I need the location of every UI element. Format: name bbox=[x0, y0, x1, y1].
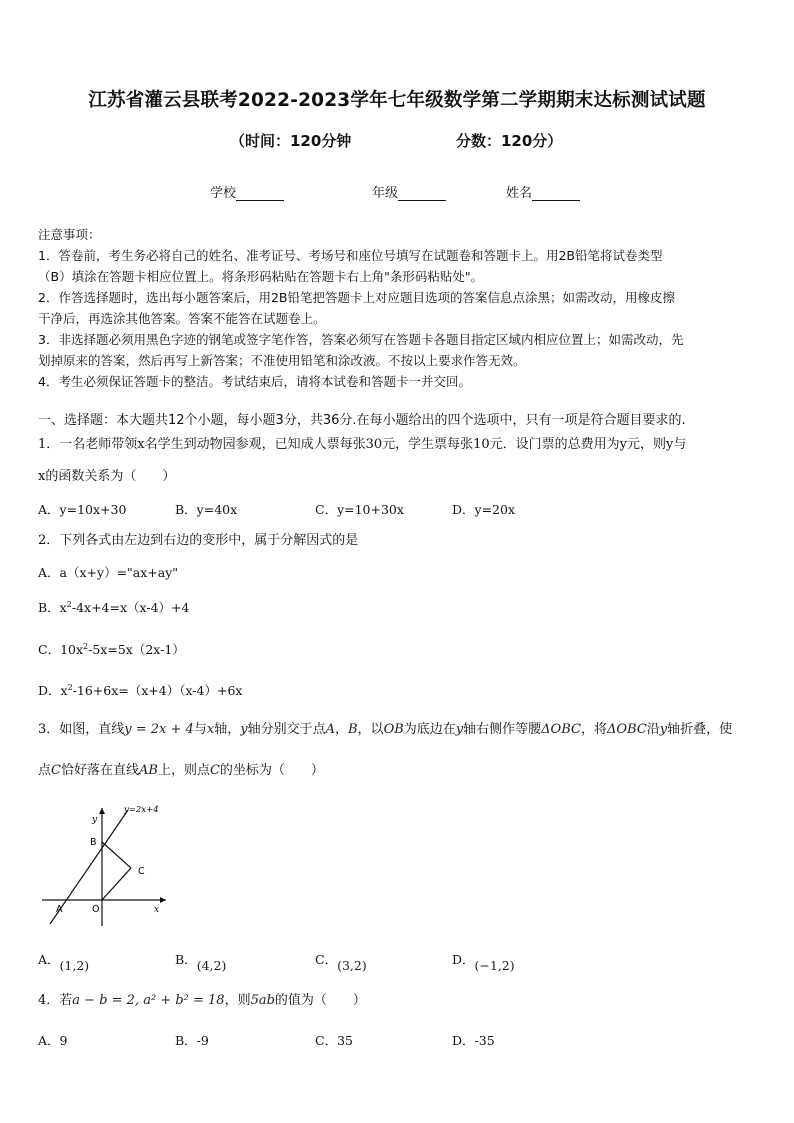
q3-a-value: (1,2) bbox=[59, 958, 90, 973]
q3-option-d[interactable] bbox=[452, 950, 515, 973]
name-field bbox=[506, 182, 580, 201]
q1-stem-line2: x的函数关系为（ ） bbox=[38, 469, 176, 484]
q1-option-d[interactable]: D．y=20x bbox=[452, 502, 516, 517]
q2-option-a[interactable]: A．a（x+y）="ax+ay" bbox=[38, 565, 179, 580]
q3-t5: ，以 bbox=[357, 722, 384, 737]
q3-tri2: ΔOBC bbox=[606, 722, 647, 737]
q4-eq: a − b = 2, a² + b² = 18 bbox=[72, 993, 225, 1008]
q3-y2: y bbox=[455, 722, 464, 737]
q4-eq2: 5ab bbox=[250, 993, 275, 1008]
q3-a-label: A． bbox=[38, 952, 60, 967]
q4-t2: ，则 bbox=[224, 993, 251, 1008]
score-label: 分数：120分） bbox=[456, 132, 563, 150]
q3-b-label: B． bbox=[175, 952, 197, 967]
note-2a: 2．作答选择题时，选出每小题答案后，用2B铅笔把答题卡上对应题目选项的答案信息点涂黑；如需改动，用橡皮擦 bbox=[38, 290, 675, 305]
grade-field bbox=[372, 182, 446, 201]
q3-eq: y = 2x + 4 bbox=[124, 722, 194, 737]
q4-t3: 的值为（ ） bbox=[274, 993, 366, 1008]
fig-b-label: B bbox=[90, 837, 97, 848]
school-blank[interactable] bbox=[236, 188, 284, 201]
q2-b-part1: B．x bbox=[38, 600, 67, 615]
q2-c-part2: -5x=5x（2x-1） bbox=[88, 642, 185, 657]
q2-c-sup: 2 bbox=[83, 641, 89, 651]
q3-d-value: (−1,2) bbox=[474, 958, 515, 973]
q2-c-part1: C．10x bbox=[38, 642, 84, 657]
q3-t12: 恰好落在直线 bbox=[60, 763, 139, 778]
q3-option-c[interactable] bbox=[315, 950, 367, 973]
q3-y3: y bbox=[659, 722, 668, 737]
segment-co bbox=[102, 868, 131, 900]
q3-t10: 轴折叠，使 bbox=[667, 722, 733, 737]
page-title: 江苏省灌云县联考2022-2023学年七年级数学第二学期期末达标测试试题 bbox=[88, 90, 706, 111]
q3-stem-line2 bbox=[38, 760, 758, 781]
note-1b: （B）填涂在答题卡相应位置上。将条形码粘贴在答题卡右上角"条形码粘贴处"。 bbox=[38, 269, 484, 284]
q3-c-value: (3,2) bbox=[337, 958, 367, 973]
q2-option-c[interactable] bbox=[38, 640, 185, 658]
q3-t4: 轴分别交于点 bbox=[247, 722, 326, 737]
note-1a: 1．答卷前，考生务必将自己的姓名、准考证号、考场号和座位号填写在试题卷和答题卡上。用2B铅笔将试卷类型 bbox=[38, 248, 663, 263]
q3-option-a[interactable] bbox=[38, 950, 90, 973]
q2-d-sup: 2 bbox=[67, 682, 73, 692]
q3-ob: OB bbox=[383, 722, 404, 737]
fig-o-label: O bbox=[92, 904, 100, 915]
q4-stem bbox=[38, 990, 758, 1011]
q2-option-d[interactable] bbox=[38, 681, 242, 699]
q3-t6: 为底边在 bbox=[403, 722, 456, 737]
q1-option-c[interactable]: C．y=10+30x bbox=[315, 502, 404, 517]
note-3a: 3．非选择题必须用黑色字迹的钢笔或签字笔作答，答案必须写在答题卡各题目指定区域内相应位置上；如需改动，先 bbox=[38, 332, 684, 347]
school-label: 学校 bbox=[210, 186, 237, 201]
note-2b: 干净后，再选涂其他答案。答案不能答在试题卷上。 bbox=[38, 311, 326, 326]
section-heading: 一、选择题：本大题共12个小题，每小题3分，共36分.在每小题给出的四个选项中，只有一项是符合题目要求的. bbox=[38, 413, 686, 428]
q3-t13: 上，则点 bbox=[157, 763, 210, 778]
note-4: 4．考生必须保证答题卡的整洁。考试结束后，请将本试卷和答题卡一并交回。 bbox=[38, 374, 471, 389]
q2-b-sup: 2 bbox=[66, 599, 72, 609]
fig-a-label: A bbox=[56, 904, 63, 915]
q3-figure bbox=[38, 800, 173, 930]
x-axis-arrow bbox=[160, 897, 166, 903]
q3-t14: 的坐标为（ ） bbox=[219, 763, 324, 778]
notes-block bbox=[38, 224, 758, 392]
grade-blank[interactable] bbox=[398, 188, 446, 201]
fig-y-label: y bbox=[92, 815, 98, 825]
q3-stem-line1 bbox=[38, 719, 758, 740]
name-blank[interactable] bbox=[532, 188, 580, 201]
q3-c-label: C． bbox=[315, 952, 338, 967]
q3-y: y bbox=[240, 722, 248, 737]
q3-t7: 轴右侧作等腰 bbox=[463, 722, 542, 737]
q2-d-part1: D．x bbox=[38, 683, 68, 698]
q3-option-b[interactable] bbox=[175, 950, 227, 973]
q1-stem-line1: 1．一名老师带领x名学生到动物园参观，已知成人票每张30元，学生票每张10元．设门票的总费用为y元，则y与 bbox=[38, 437, 687, 452]
q3-b-value: (4,2) bbox=[196, 958, 227, 973]
q3-x: x bbox=[206, 722, 215, 737]
fig-c-label: C bbox=[138, 866, 145, 877]
q3-t1: 3．如图，直线 bbox=[38, 722, 125, 737]
q3-a: A bbox=[325, 722, 335, 737]
q4-option-d[interactable]: D．-35 bbox=[452, 1033, 495, 1048]
q4-option-c[interactable]: C．35 bbox=[315, 1033, 353, 1048]
q2-stem: 2．下列各式由左边到右边的变形中，属于分解因式的是 bbox=[38, 533, 359, 548]
q3-comma: ， bbox=[334, 722, 348, 737]
fig-x-label: x bbox=[154, 905, 160, 915]
time-label: （时间：120分钟 bbox=[230, 132, 352, 150]
q3-c2: C bbox=[209, 763, 220, 778]
q3-t9: 沿 bbox=[646, 722, 660, 737]
q3-t8: ，将 bbox=[580, 722, 607, 737]
q3-ab: AB bbox=[138, 763, 158, 778]
name-label: 姓名 bbox=[506, 186, 533, 201]
note-3b: 划掉原来的答案，然后再写上新答案；不准使用铅笔和涂改液。不按以上要求作答无效。 bbox=[38, 353, 526, 368]
q4-option-b[interactable]: B．-9 bbox=[175, 1033, 209, 1048]
q3-t11: 点 bbox=[38, 763, 52, 778]
q4-option-a[interactable]: A．9 bbox=[38, 1033, 68, 1048]
q4-t1: 4．若 bbox=[38, 993, 73, 1008]
q1-option-a[interactable]: A．y=10x+30 bbox=[38, 502, 127, 517]
q3-t3: 轴， bbox=[214, 722, 241, 737]
q3-tri: ΔOBC bbox=[541, 722, 581, 737]
q3-t2: 与 bbox=[193, 722, 207, 737]
y-axis-arrow bbox=[99, 808, 105, 814]
notes-heading: 注意事项： bbox=[38, 227, 101, 242]
school-field bbox=[210, 182, 284, 201]
q3-d-label: D． bbox=[452, 952, 475, 967]
segment-bc bbox=[102, 842, 131, 868]
q1-option-b[interactable]: B．y=40x bbox=[175, 502, 238, 517]
q3-b: B bbox=[347, 722, 358, 737]
q2-b-part2: -4x+4=x（x-4）+4 bbox=[71, 600, 190, 615]
grade-label: 年级 bbox=[372, 186, 399, 201]
q2-option-b[interactable] bbox=[38, 598, 189, 616]
q2-d-part2: -16+6x=（x+4）（x-4）+6x bbox=[72, 683, 243, 698]
fig-line-label: y=2x+4 bbox=[124, 805, 159, 815]
q3-c: C bbox=[51, 763, 61, 778]
